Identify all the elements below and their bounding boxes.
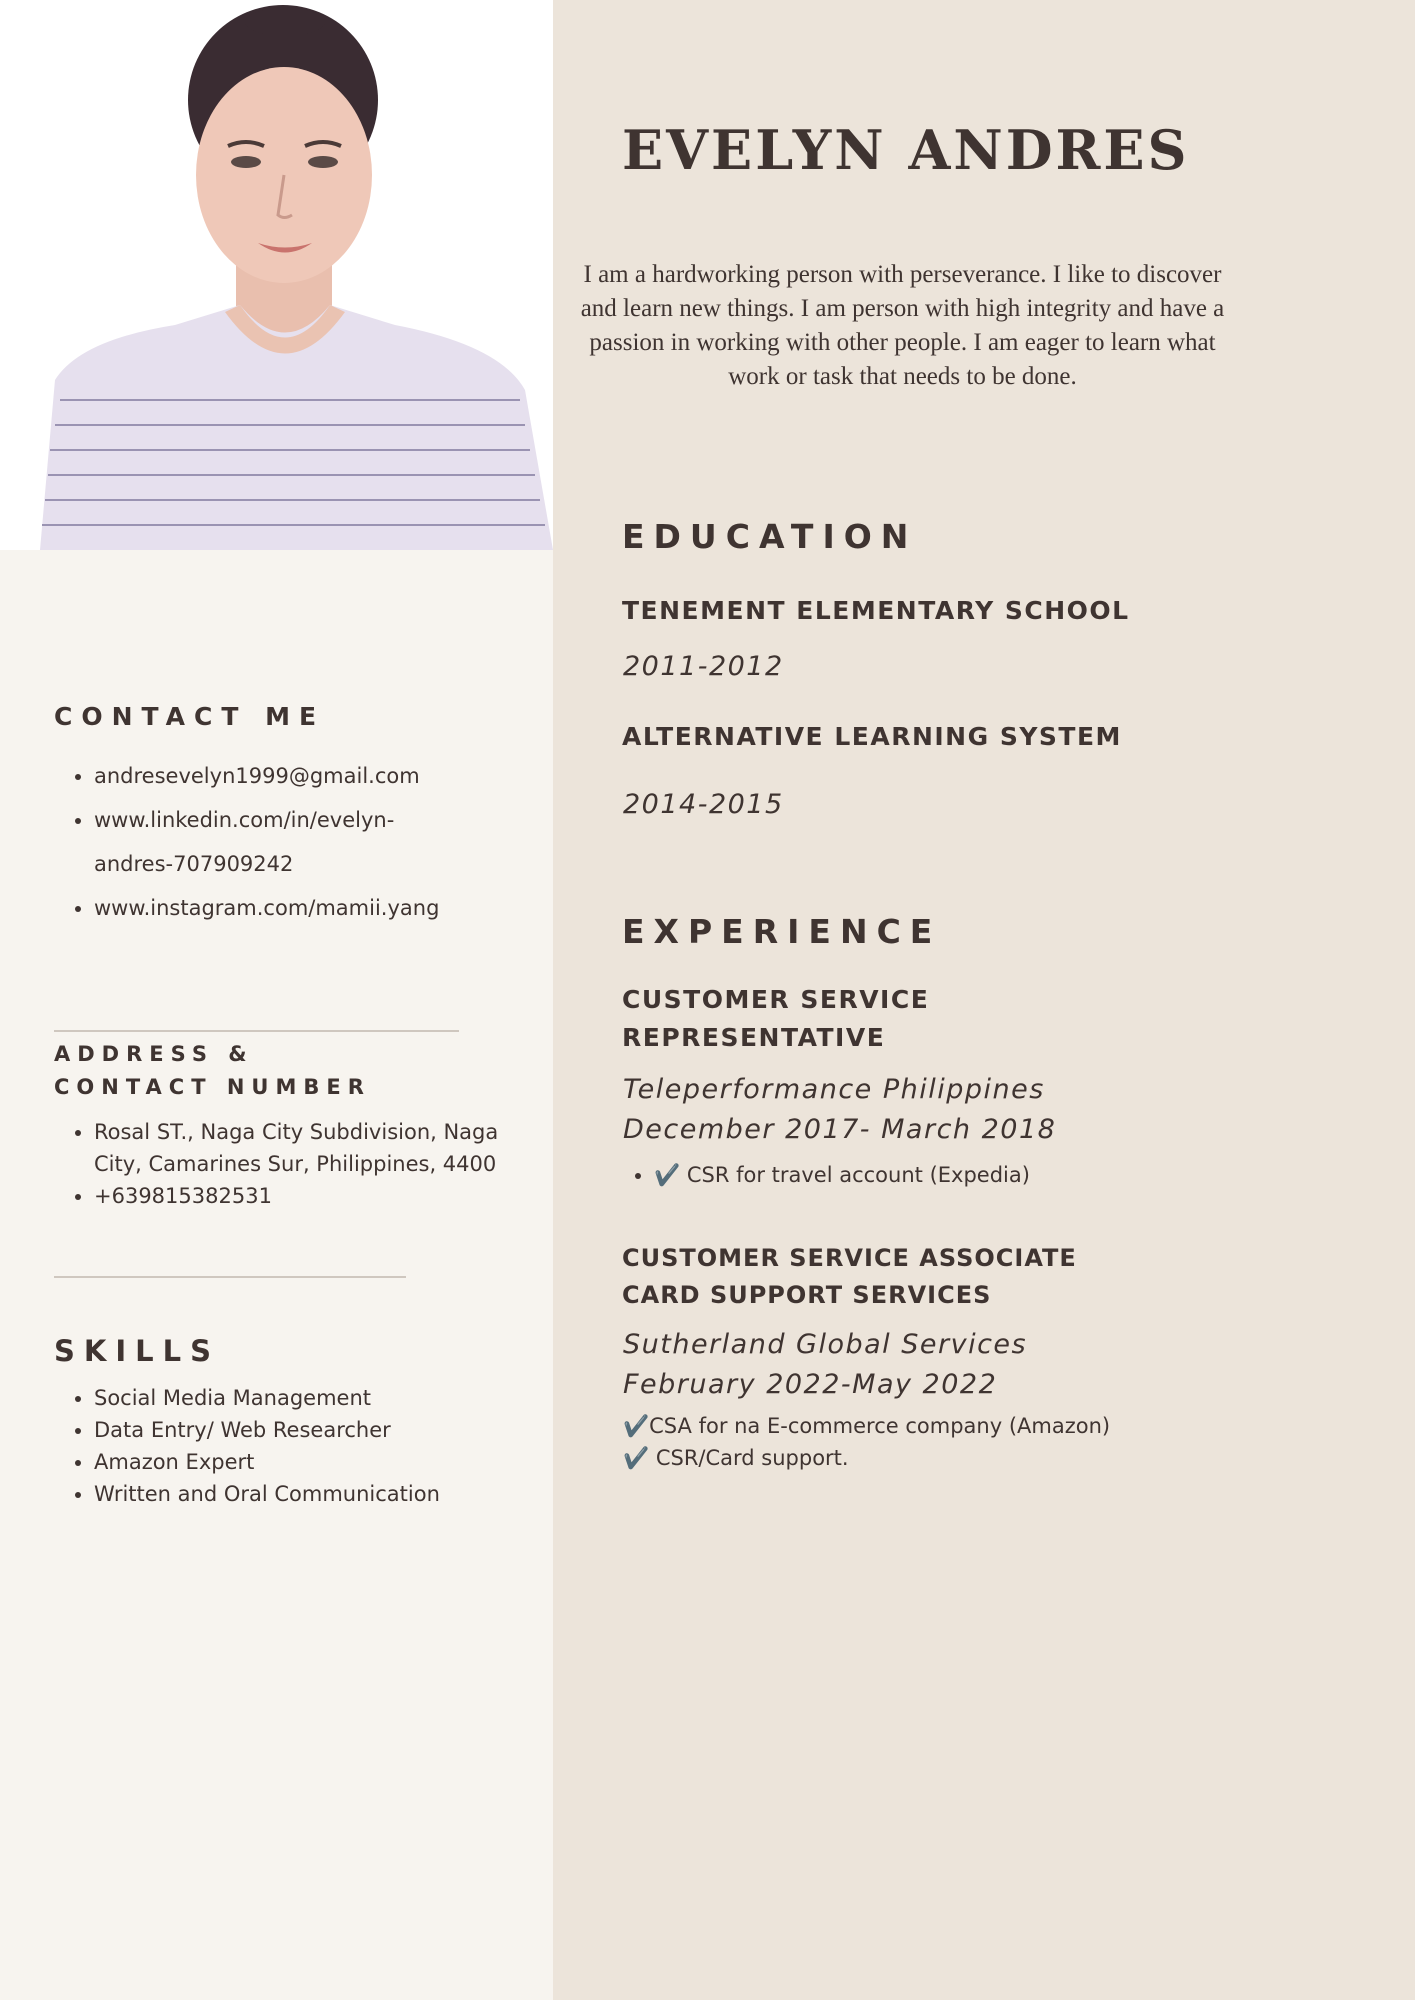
contact-linkedin[interactable] (94, 798, 439, 886)
skill-item: • Social Media Management (94, 1382, 440, 1414)
linkedin-line-1[interactable]: www.linkedin.com/in/evelyn- (94, 808, 395, 832)
skill-item: • Data Entry/ Web Researcher (94, 1414, 440, 1446)
candidate-name: EVELYN ANDRES (622, 118, 1190, 182)
job-dates: December 2017- March 2018 (623, 1114, 1057, 1145)
address-heading-line-1: ADDRESS & (54, 1042, 254, 1066)
job-duty: • ✔️ CSR for travel account (Expedia) (654, 1160, 1030, 1190)
education-years: 2014-2015 (623, 789, 784, 820)
job-company: Teleperformance Philippines (623, 1074, 1045, 1105)
job-dates: February 2022-May 2022 (623, 1369, 998, 1400)
address-phone: • +639815382531 (94, 1180, 514, 1212)
address-heading (54, 1038, 371, 1104)
job-company: Sutherland Global Services (623, 1329, 1028, 1360)
contact-instagram[interactable]: • www.instagram.com/mamii.yang (94, 886, 439, 930)
job-title: CUSTOMER SERVICE ASSOCIATE (622, 1244, 1077, 1272)
contact-email[interactable]: • andresevelyn1999@gmail.com (94, 754, 439, 798)
address-heading-line-2: CONTACT NUMBER (54, 1075, 371, 1099)
job-title: REPRESENTATIVE (622, 1023, 886, 1052)
education-heading: EDUCATION (622, 517, 918, 556)
skill-item: • Amazon Expert (94, 1446, 440, 1478)
address-street: • Rosal ST., Naga City Subdivision, Naga City, Camarines Sur, Philippines, 4400 (94, 1116, 514, 1180)
job-title: CARD SUPPORT SERVICES (622, 1281, 992, 1309)
skills-list (54, 1382, 440, 1510)
profile-summary: I am a hardworking person with perseverance. I like to discover and learn new things. I am person with high integrity and have a passion in working with other people. I am eager to learn what work or task that needs to be done. (580, 261, 1225, 390)
job-duty: ✔️ CSR/Card support. (623, 1446, 849, 1470)
contact-list (54, 754, 439, 930)
linkedin-line-2[interactable]: andres-707909242 (94, 852, 294, 876)
experience-heading: EXPERIENCE (622, 912, 942, 951)
divider (54, 1030, 459, 1032)
profile-photo (0, 0, 553, 550)
skill-item: • Written and Oral Communication (94, 1478, 440, 1510)
education-school: TENEMENT ELEMENTARY SCHOOL (622, 596, 1130, 625)
job-duty: ✔️CSA for na E-commerce company (Amazon) (623, 1414, 1111, 1438)
skills-heading: SKILLS (54, 1334, 220, 1368)
education-years: 2011-2012 (623, 651, 784, 682)
divider (54, 1276, 406, 1278)
education-school: ALTERNATIVE LEARNING SYSTEM (622, 722, 1122, 751)
address-list (54, 1116, 514, 1212)
contact-heading: CONTACT ME (54, 702, 326, 731)
job-duties (622, 1160, 1030, 1190)
job-title: CUSTOMER SERVICE (622, 985, 930, 1014)
